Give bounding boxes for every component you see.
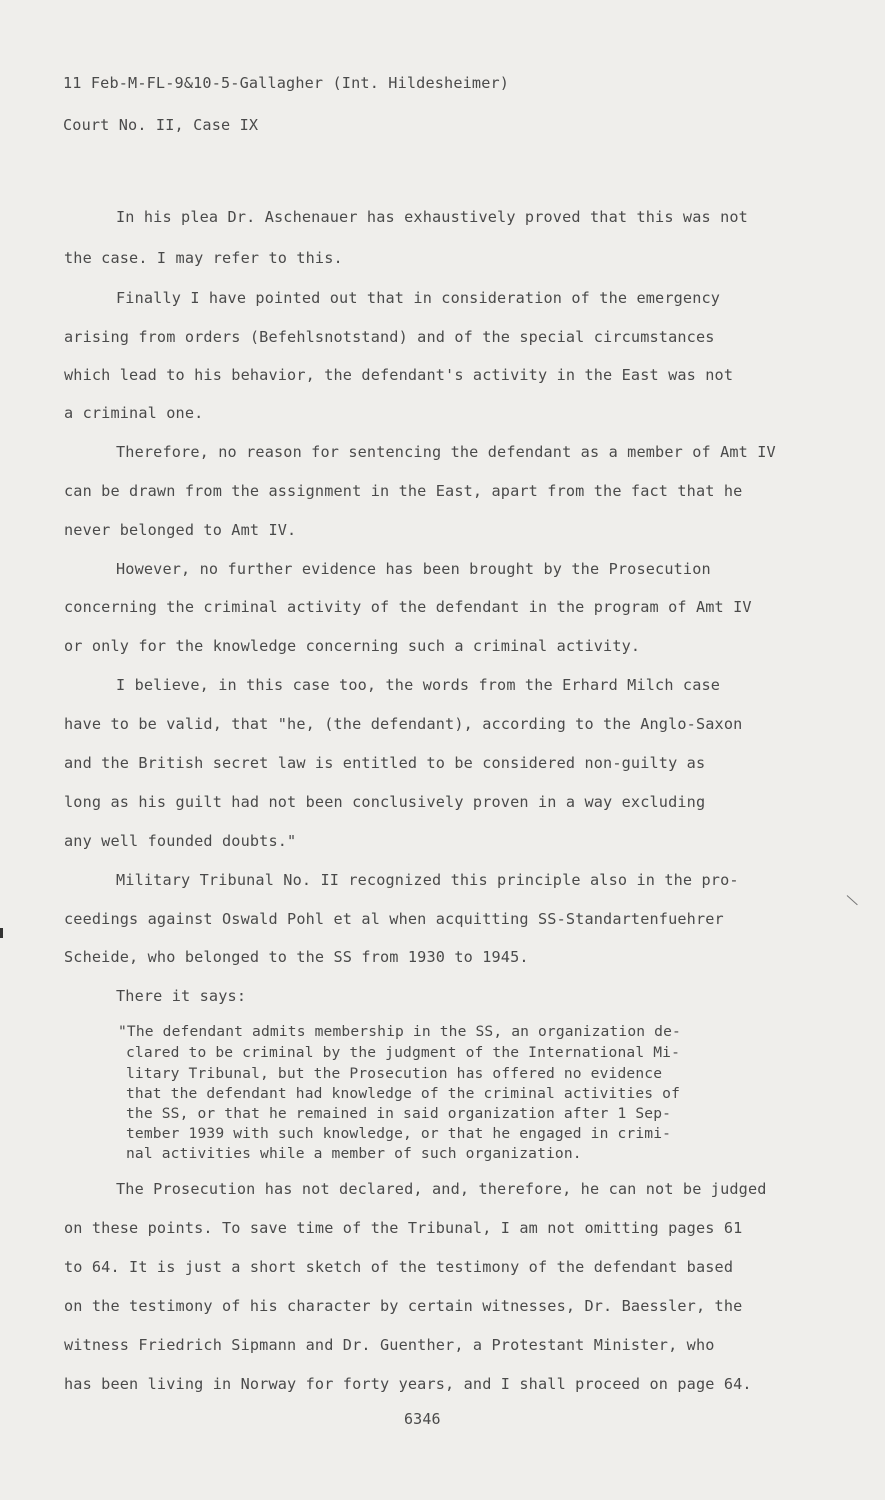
body-line: I believe, in this case too, the words from the Erhard Milch case — [116, 676, 721, 694]
body-line: the case. I may refer to this. — [64, 249, 343, 267]
body-line: or only for the knowledge concerning such a criminal activity. — [64, 637, 641, 655]
body-line: never belonged to Amt IV. — [64, 521, 297, 539]
body-line: witness Friedrich Sipmann and Dr. Guenther, a Protestant Minister, who — [64, 1336, 715, 1354]
margin-stroke-mark — [847, 895, 858, 905]
quote-line: clared to be criminal by the judgment of the International Mi- — [126, 1044, 681, 1061]
quote-line: nal activities while a member of such organization. — [126, 1145, 582, 1162]
header-reference-line: 11 Feb-M-FL-9&10-5-Gallagher (Int. Hildesheimer) — [63, 74, 510, 92]
body-line: on the testimony of his character by certain witnesses, Dr. Baessler, the — [64, 1297, 743, 1315]
body-line: Military Tribunal No. II recognized this principle also in the pro- — [116, 871, 739, 889]
body-line: However, no further evidence has been brought by the Prosecution — [116, 560, 711, 578]
body-line: Therefore, no reason for sentencing the defendant as a member of Amt IV — [116, 443, 776, 461]
body-line: to 64. It is just a short sketch of the testimony of the defendant based — [64, 1258, 734, 1276]
body-line: ceedings against Oswald Pohl et al when acquitting SS-Standartenfuehrer — [64, 910, 724, 928]
body-line: which lead to his behavior, the defendant's activity in the East was not — [64, 366, 734, 384]
body-line: arising from orders (Befehlsnotstand) and of the special circumstances — [64, 328, 715, 346]
body-line: a criminal one. — [64, 404, 204, 422]
body-line: concerning the criminal activity of the defendant in the program of Amt IV — [64, 598, 752, 616]
body-line: any well founded doubts." — [64, 832, 297, 850]
quote-line: the SS, or that he remained in said organization after 1 Sep- — [126, 1105, 672, 1122]
edge-mark — [0, 928, 3, 938]
body-line: and the British secret law is entitled to be considered non-guilty as — [64, 754, 706, 772]
quote-line: tember 1939 with such knowledge, or that he engaged in crimi- — [126, 1125, 672, 1142]
body-line: can be drawn from the assignment in the East, apart from the fact that he — [64, 482, 743, 500]
header-court-line: Court No. II, Case IX — [63, 116, 259, 134]
body-line: Finally I have pointed out that in consideration of the emergency — [116, 289, 721, 307]
body-line: In his plea Dr. Aschenauer has exhaustively proved that this was not — [116, 208, 748, 226]
body-line: on these points. To save time of the Tribunal, I am not omitting pages 61 — [64, 1219, 743, 1237]
quote-line: that the defendant had knowledge of the criminal activities of — [126, 1085, 681, 1102]
body-line: The Prosecution has not declared, and, therefore, he can not be judged — [116, 1180, 767, 1198]
quote-line: litary Tribunal, but the Prosecution has offered no evidence — [126, 1065, 663, 1082]
body-line: have to be valid, that "he, (the defendant), according to the Anglo-Saxon — [64, 715, 743, 733]
body-line: has been living in Norway for forty years, and I shall proceed on page 64. — [64, 1375, 752, 1393]
body-line: long as his guilt had not been conclusively proven in a way excluding — [64, 793, 706, 811]
body-line: Scheide, who belonged to the SS from 1930 to 1945. — [64, 948, 529, 966]
page-number: 6346 — [404, 1410, 441, 1428]
body-line: There it says: — [116, 987, 247, 1005]
quote-line: "The defendant admits membership in the SS, an organization de- — [118, 1023, 681, 1040]
